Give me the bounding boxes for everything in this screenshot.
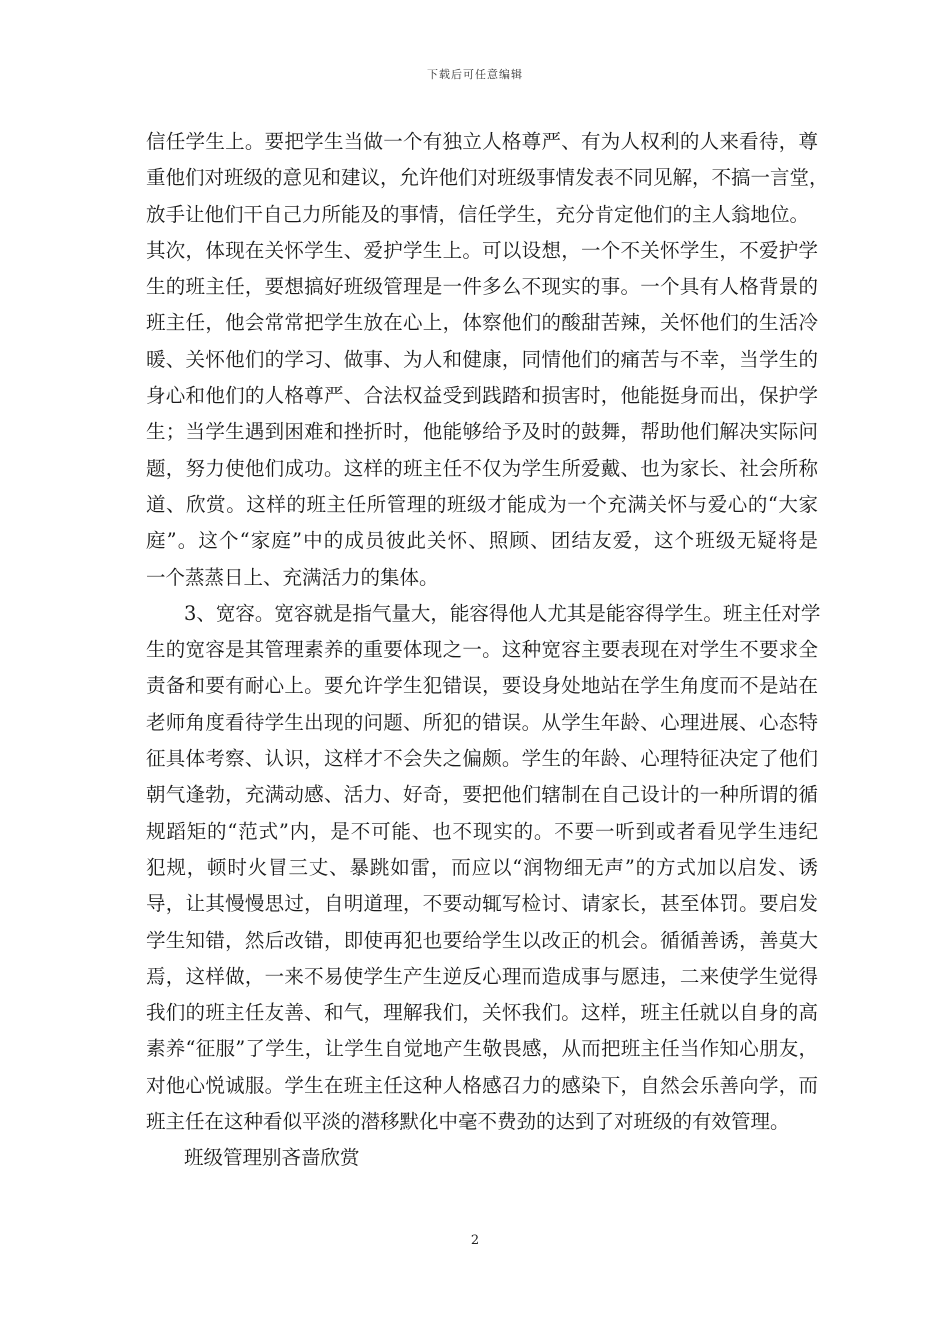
text-line: 庭”。这个“家庭”中的成员彼此关怀、照顾、团结友爱，这个班级无疑将是: [146, 529, 818, 553]
text-line: 身心和他们的人格尊严、合法权益受到践踏和损害时，他能挺身而出，保护学: [146, 384, 818, 408]
document-body: [146, 124, 829, 1177]
text-line: 班级管理别吝啬欣赏: [184, 1146, 360, 1170]
text-line: 焉，这样做，一来不易使学生产生逆反心理而造成事与愿违，二来使学生觉得: [146, 964, 818, 988]
text-line: 班主任，他会常常把学生放在心上，体察他们的酸甜苦辣，关怀他们的生活冷: [146, 311, 818, 335]
text-line: 班主任在这种看似平淡的潜移默化中毫不费劲的达到了对班级的有效管理。: [146, 1110, 790, 1134]
text-line: 素养“征服”了学生，让学生自觉地产生敬畏感，从而把班主任当作知心朋友，: [146, 1037, 818, 1061]
text-line: 一个蒸蒸日上、充满活力的集体。: [146, 565, 439, 589]
text-line: 其次，体现在关怀学生、爱护学生上。可以设想，一个不关怀学生，不爱护学: [146, 238, 818, 262]
text-line: 老师角度看待学生出现的问题、所犯的错误。从学生年龄、心理进展、心态特: [146, 710, 818, 734]
page-header: 下载后可任意编辑: [427, 68, 523, 81]
text-line: 规蹈矩的“范式”内，是不可能、也不现实的。不要一听到或者看见学生违纪: [146, 819, 818, 843]
text-line: 信任学生上。要把学生当做一个有独立人格尊严、有为人权利的人来看待，尊: [146, 130, 818, 153]
text-line: 导，让其慢慢思过，自明道理，不要动辄写检讨、请家长，甚至体罚。要启发: [146, 892, 818, 916]
text-line: 生的宽容是其管理素养的重要体现之一。这种宽容主要表现在对学生不要求全: [146, 638, 818, 662]
text-line: 道、欣赏。这样的班主任所管理的班级才能成为一个充满关怀与爱心的“大家: [146, 492, 818, 516]
text-line: 学生知错，然后改错，即使再犯也要给学生以改正的机会。循循善诱，善莫大: [146, 928, 818, 952]
text-line: 暖、关怀他们的学习、做事、为人和健康，同情他们的痛苦与不幸，当学生的: [146, 347, 818, 371]
text-line: 犯规，顿时火冒三丈、暴跳如雷，而应以“润物细无声”的方式加以启发、诱: [146, 855, 818, 879]
text-line: 对他心悦诚服。学生在班主任这种人格感召力的感染下，自然会乐善向学，而: [146, 1073, 818, 1097]
text-line: 征具体考察、认识，这样才不会失之偏颇。学生的年龄、心理特征决定了他们: [146, 747, 818, 771]
text-line: 3、宽容。宽容就是指气量大，能容得他人尤其是能容得学生。班主任对学: [184, 601, 821, 625]
text-line: 责备和要有耐心上。要允许学生犯错误，要设身处地站在学生角度而不是站在: [146, 674, 818, 698]
text-line: 我们的班主任友善、和气，理解我们，关怀我们。这样，班主任就以自身的高: [146, 1001, 818, 1025]
text-line: 重他们对班级的意见和建议，允许他们对班级事情发表不同见解，不搞一言堂，: [146, 166, 829, 190]
page-number: 2: [470, 1233, 480, 1248]
text-line: 放手让他们干自己力所能及的事情，信任学生，充分肯定他们的主人翁地位。: [146, 202, 810, 226]
text-line: 生的班主任，要想搞好班级管理是一件多么不现实的事。一个具有人格背景的: [146, 275, 818, 299]
text-line: 生；当学生遇到困难和挫折时，他能够给予及时的鼓舞，帮助他们解决实际问: [146, 420, 818, 444]
text-line: 题，努力使他们成功。这样的班主任不仅为学生所爱戴、也为家长、社会所称: [146, 456, 818, 480]
text-line: 朝气逢勃，充满动感、活力、好奇，要把他们辖制在自己设计的一种所谓的循: [146, 783, 818, 807]
